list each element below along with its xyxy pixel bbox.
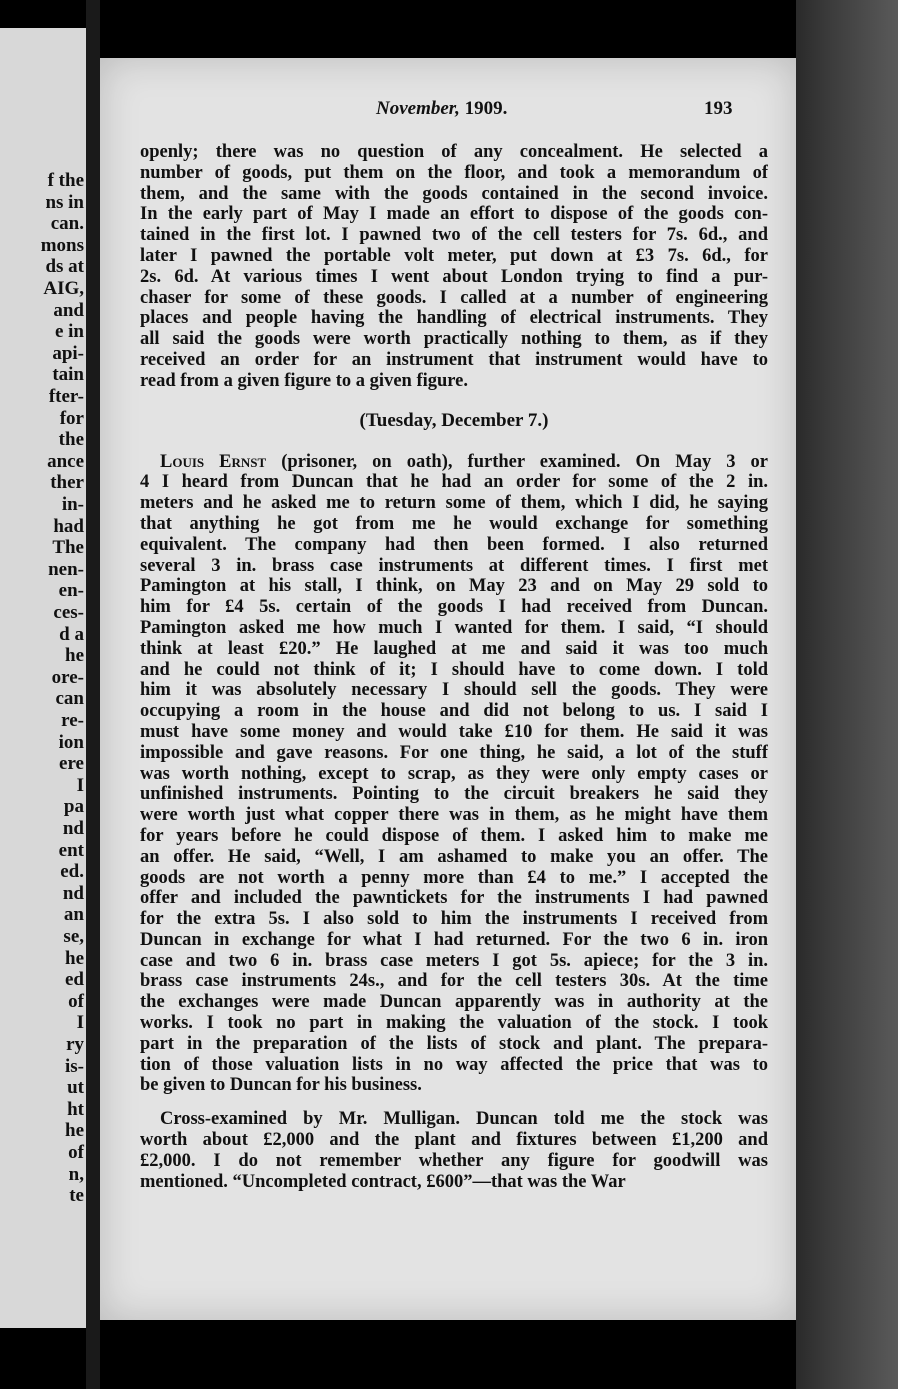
text-line: Duncan in exchange for what I had returned. For the two 6 in. iron: [140, 929, 768, 950]
paragraph-2: [140, 452, 768, 1097]
text-line: be given to Duncan for his business.: [140, 1075, 422, 1096]
text-line: part in the preparation of the lists of stock and plant. The prepara-: [140, 1033, 768, 1054]
left-page-fragment: nen-: [48, 558, 84, 580]
text-line: was worth nothing, except to scrap, as they were only empty cases or: [140, 763, 768, 784]
text-line: think at least £20.” He laughed at me and said it was too much: [140, 638, 768, 659]
text-line: brass case instruments 24s., and for the cell testers 30s. At the time: [140, 971, 768, 992]
left-page-fragment: ces-: [53, 602, 84, 623]
left-page-fragment: can.: [50, 213, 84, 235]
text-line: [140, 452, 768, 473]
left-page-fragment: e in: [54, 321, 84, 343]
text-line: received an order for an instrument that instrument would have to: [140, 349, 768, 370]
left-page-fragment: nd: [62, 882, 84, 904]
left-page-fragment: can: [55, 688, 84, 710]
text-line: offer and included the pawntickets for the instruments I had pawned: [140, 888, 768, 909]
text-line: him for £4 5s. certain of the goods I had received from Duncan.: [140, 597, 768, 618]
text-line: an offer. He said, “Well, I am ashamed to make you an offer. The: [140, 846, 768, 867]
left-page-fragment: had: [53, 515, 84, 537]
left-page-fragment: of: [68, 1142, 84, 1163]
left-page-fragment: ed.: [60, 861, 84, 883]
text-line: impossible and gave reasons. For one thing, he said, a lot of the stuff: [140, 742, 768, 763]
page-number: 193: [704, 98, 733, 119]
left-page-fragment: n,: [68, 1163, 84, 1185]
text-line: were worth just what copper there was in them, as he might have them: [140, 805, 768, 826]
text-line: meters and he asked me to return some of them, which I did, he saying: [140, 493, 768, 514]
text-line-rest: (prisoner, on oath), further examined. On May 3 or: [266, 451, 768, 472]
text-line: occupying a room in the house and did not belong to us. I said I: [140, 701, 768, 722]
left-page-fragment: I: [76, 1012, 84, 1034]
left-page-fragment: ion: [58, 731, 84, 753]
left-page-fragment: is-: [65, 1055, 84, 1077]
left-page-fragment: the: [58, 429, 84, 451]
left-page-fragment: of: [68, 990, 84, 1012]
left-page-fragment: ry: [66, 1034, 84, 1055]
left-page-fragment: AIG,: [43, 278, 84, 299]
text-line: later I pawned the portable volt meter, put down at £3 7s. 6d., for: [140, 245, 768, 266]
running-header: [100, 98, 796, 124]
left-page-fragment: he: [65, 947, 84, 969]
left-page-fragment: nd: [62, 818, 84, 839]
text-line: for the extra 5s. I also sold to him the instruments I received from: [140, 909, 768, 930]
left-page-fragment: ed: [65, 969, 84, 991]
text-line: case and two 6 in. brass case meters I got 5s. apiece; for the 3 in.: [140, 950, 768, 971]
left-page-fragment: in-: [61, 494, 84, 515]
left-page-fragment: ds at: [45, 256, 84, 278]
text-line: number of goods, put them on the floor, and took a memorandum of: [140, 162, 768, 183]
left-page-fragment: ns in: [45, 191, 84, 213]
text-line: them, and the same with the goods contained in the second invoice.: [140, 183, 768, 204]
left-page-fragment: mons: [40, 234, 84, 256]
text-line: Pamington asked me how much I wanted for them. I said, “I should: [140, 617, 768, 638]
text-line: tion of those valuation lists in no way affected the price that was to: [140, 1054, 768, 1075]
text-line: unfinished instruments. Pointing to the circuit breakers he said they: [140, 784, 768, 805]
book-gutter: [86, 0, 100, 1389]
left-page-fragment: he: [65, 645, 84, 667]
left-page-fragment: ut: [67, 1077, 84, 1099]
left-page-fragment: en-: [58, 580, 84, 602]
paragraph-gap: [140, 1096, 768, 1109]
left-page-fragment: api-: [52, 342, 84, 364]
left-page-fragment: he: [65, 1120, 84, 1142]
left-page-fragment: ance: [47, 450, 84, 472]
left-page-fragment: ore-: [51, 666, 84, 688]
left-page-fragment: and: [53, 299, 84, 321]
left-page-fragment: ht: [67, 1098, 84, 1120]
left-page-fragment: se,: [63, 926, 84, 947]
text-line: Cross-examined by Mr. Mulligan. Duncan told me the stock was: [160, 1109, 768, 1130]
text-line: and he could not think of it; I should have to come down. I told: [140, 659, 768, 680]
text-line: mentioned. “Uncompleted contract, £600”—that was the War: [140, 1171, 626, 1192]
left-page-fragment: ere: [59, 753, 84, 775]
paragraph-3: [140, 1109, 768, 1192]
text-line: openly; there was no question of any concealment. He selected a: [140, 142, 768, 162]
text-line: works. I took no part in making the valuation of the stock. I took: [140, 1013, 768, 1034]
text-line: read from a given figure to a given figure.: [140, 370, 468, 391]
left-page-fragment: re-: [61, 710, 84, 731]
page-edge-shadow: [796, 0, 898, 1389]
text-line: equivalent. The company had then been formed. I also returned: [140, 534, 768, 555]
left-page-fragment: ent: [58, 839, 84, 861]
text-line: Pamington at his stall, I think, on May 23 and on May 29 sold to: [140, 576, 768, 597]
witness-name: Louis Ernst: [160, 451, 267, 472]
text-line: In the early part of May I made an effort to dispose of the goods con-: [140, 204, 768, 225]
text-line: 4 I heard from Duncan that he had an order for some of the 2 in.: [140, 472, 768, 493]
text-line: worth about £2,000 and the plant and fixtures between £1,200 and: [140, 1130, 768, 1151]
left-page-fragment: for: [59, 407, 84, 429]
header-month: November,: [376, 98, 460, 119]
text-line: must have some money and would take £10 for them. He said it was: [140, 721, 768, 742]
text-line: the exchanges were made Duncan apparently was in authority at the: [140, 992, 768, 1013]
body-text: [140, 142, 768, 1192]
left-page-fragment: fter-: [48, 386, 84, 407]
text-line: £2,000. I do not remember whether any figure for goodwill was: [140, 1150, 768, 1171]
left-page-fragment: d a: [59, 623, 84, 645]
text-line: that anything he got from me he would exchange for something: [140, 513, 768, 534]
left-page-fragment: ther: [50, 472, 84, 494]
header-date: [376, 98, 507, 120]
left-page-fragment: te: [69, 1185, 84, 1207]
book-page: [100, 58, 796, 1320]
left-page-margin: [0, 28, 86, 1328]
text-line: for years before he could dispose of them. I asked him to make me: [140, 825, 768, 846]
text-line: him it was absolutely necessary I should sell the goods. They were: [140, 680, 768, 701]
text-line: places and people having the handling of electrical instruments. They: [140, 308, 768, 329]
left-page-fragment: The: [52, 537, 84, 559]
left-page-fragment: f the: [47, 170, 84, 191]
text-line: 2s. 6d. At various times I went about London trying to find a pur-: [140, 266, 768, 287]
header-year: 1909.: [464, 98, 508, 119]
left-page-fragment: tain: [52, 364, 84, 386]
text-line: tained in the first lot. I pawned two of the cell testers for 7s. 6d., and: [140, 225, 768, 246]
text-line: goods are not worth a penny more than £4 to me.” I accepted the: [140, 867, 768, 888]
text-line: several 3 in. brass case instruments at different times. I first met: [140, 555, 768, 576]
left-page-fragment: I: [76, 774, 84, 796]
left-page-fragment: an: [63, 904, 84, 926]
left-page-fragment: pa: [63, 796, 84, 818]
text-line: all said the goods were worth practically nothing to them, as if they: [140, 329, 768, 350]
paragraph-1: [140, 142, 768, 392]
session-heading: (Tuesday, December 7.): [359, 409, 549, 431]
text-line: chaser for some of these goods. I called at a number of engineering: [140, 287, 768, 308]
